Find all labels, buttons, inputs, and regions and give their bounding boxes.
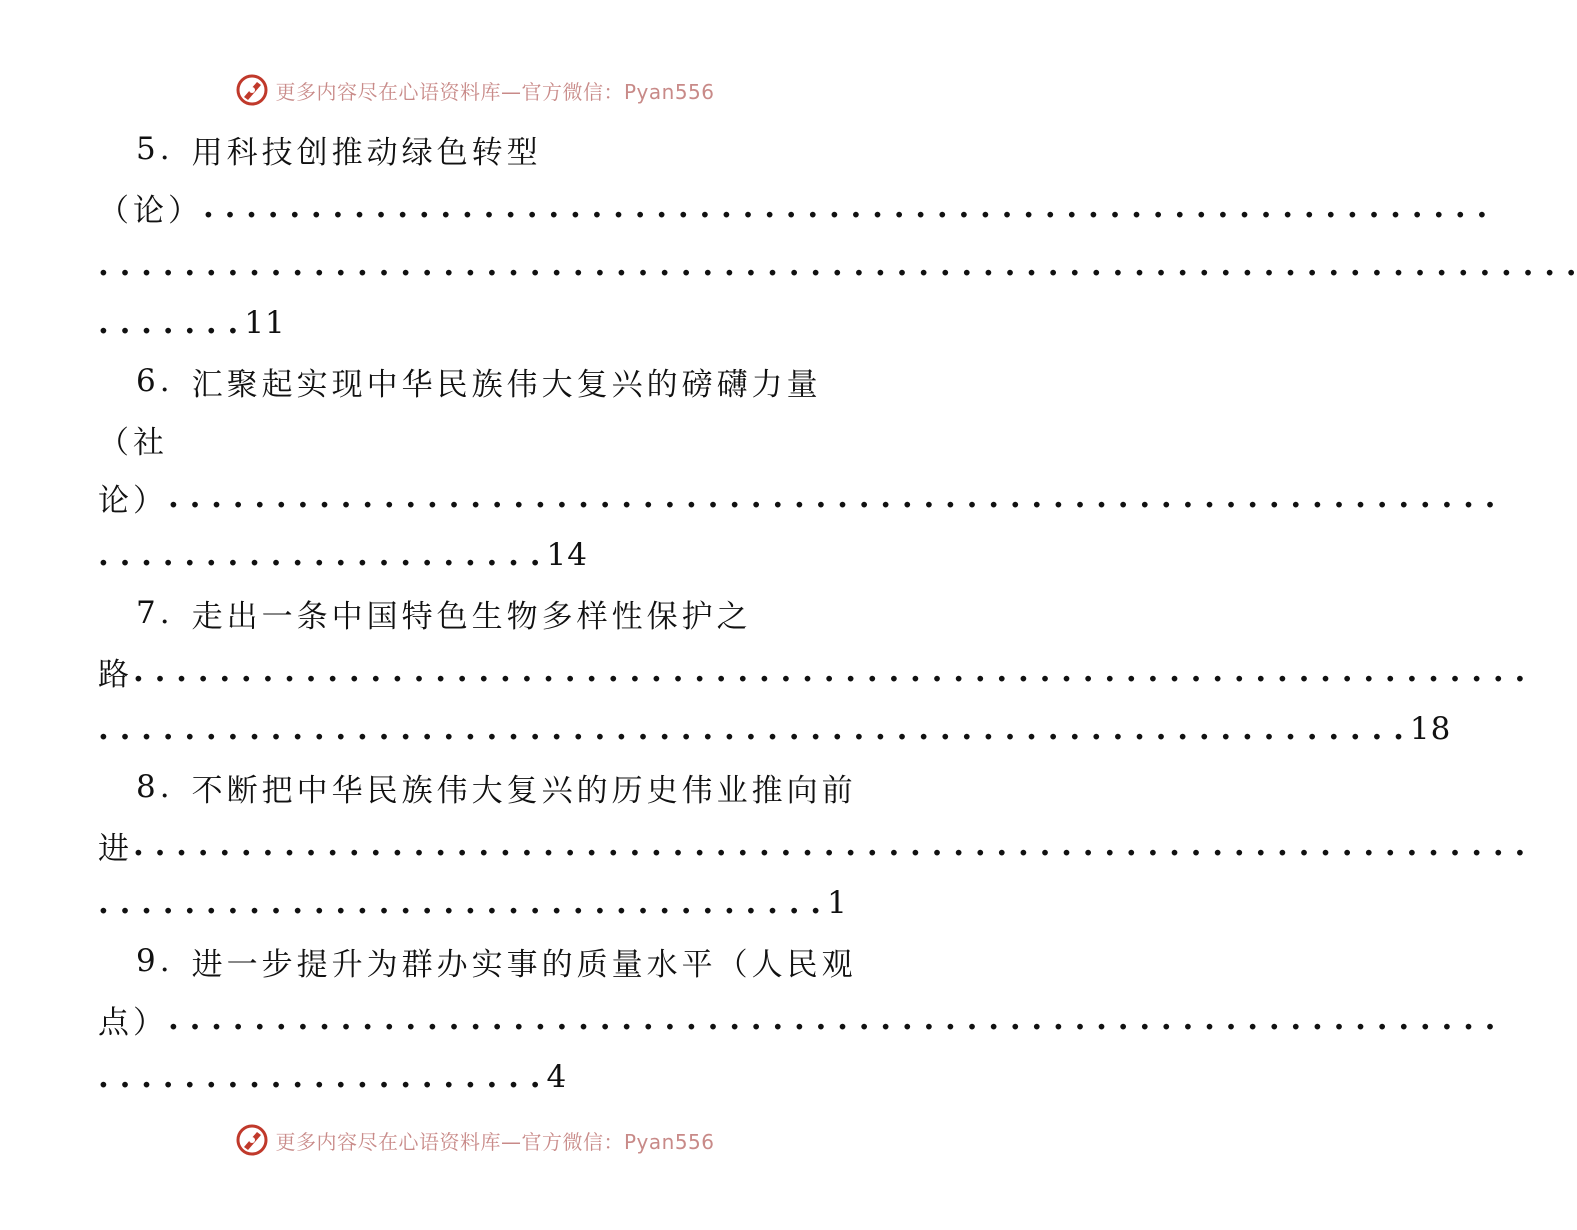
toc-page-number: 14 (546, 537, 588, 573)
toc-entry-number: 5. (136, 131, 174, 167)
toc-entry-title (98, 584, 840, 642)
toc-leader-dots: . . . . . . . (98, 305, 239, 341)
toc-entry-number: 9. (136, 943, 174, 979)
toc-leader-line (98, 236, 1577, 294)
toc-leader-dots: . . . . . . . . . . . . . . . . . . . . . (98, 537, 541, 573)
toc-page-number: 1 (827, 885, 848, 921)
toc-leader-dots: . . . . . . . . . . . . . . . . . . . . . . . . . . . . . . . . . . . . . . . . . . . . . . . . . . . . . . . . . . . . (203, 189, 1488, 225)
toc-leader-dots: . . . . . . . . . . . . . . . . . . . . . . . . . . . . . . . . . . . . . . . . . . . . . . . . . . . . . . . . . . . . . . . . . (133, 653, 1526, 689)
banner-handle: Pyan556 (623, 1129, 715, 1154)
toc-leader-dots: . . . . . . . . . . . . . . . . . . . . . (98, 1059, 541, 1095)
toc-page-line (98, 1048, 840, 1106)
toc-leader-dots: . . . . . . . . . . . . . . . . . . . . . . . . . . . . . . . . . . . . . . . . . . . . . . . . . . . . . . . . . . . . . . (168, 1001, 1496, 1037)
toc-entry-text: 点） (98, 1004, 168, 1041)
banner-label: 更多内容尽在心语资料库—官方微信： (275, 1129, 624, 1154)
toc-entry-number: 6. (136, 363, 174, 399)
toc-entry-continuation (98, 816, 1526, 874)
toc-entry-number: 8. (136, 769, 174, 805)
toc-entry-title (98, 758, 857, 816)
banner-handle: Pyan556 (623, 79, 715, 104)
toc-entry-text: 汇聚起实现中华民族伟大复兴的磅礴力量 (191, 366, 822, 403)
banner-text (275, 1126, 714, 1155)
toc-page-number: 18 (1409, 711, 1452, 747)
toc-entry-text: 用科技创推动绿色转型 (191, 134, 542, 171)
toc-entry-title (98, 932, 857, 990)
toc-entry-text: 不断把中华民族伟大复兴的历史伟业推向前 (191, 772, 857, 809)
toc-entry-continuation (98, 642, 1526, 700)
toc-entry-continuation (98, 178, 1488, 236)
toc-page-line (98, 294, 840, 352)
toc-page-line (98, 700, 1452, 758)
footer-banner (0, 1120, 950, 1160)
pen-seal-logo-icon (235, 73, 269, 107)
toc-leader-dots: . . . . . . . . . . . . . . . . . . . . . . . . . . . . . . . . . . . . . . . . . . . . . . . . . . . . . . . . . . . . . . . . . (133, 827, 1526, 863)
table-of-contents (98, 120, 1577, 1106)
toc-page-number: 11 (244, 305, 286, 341)
toc-entry-title (98, 352, 840, 410)
toc-entry-text: 路 (98, 656, 133, 693)
toc-entry-continuation (98, 468, 1496, 526)
header-banner (0, 70, 950, 110)
toc-entry-text: 进 (98, 830, 133, 867)
toc-entry-continuation (98, 410, 840, 468)
toc-leader-dots: . . . . . . . . . . . . . . . . . . . . . . . . . . . . . . . . . . . . . . . . . . . . . . . . . . . . . . . . . . . . . (98, 711, 1404, 747)
toc-entry-text: 进一步提升为群办实事的质量水平（人民观 (191, 946, 857, 983)
toc-entry-continuation (98, 990, 1496, 1048)
toc-entry-text: 走出一条中国特色生物多样性保护之 (191, 598, 752, 635)
toc-leader-dots: . . . . . . . . . . . . . . . . . . . . . . . . . . . . . . . . . . . . . . . . . . . . . . . . . . . . . . . . . . . . . . (168, 479, 1496, 515)
toc-entry-text: 论） (98, 482, 168, 519)
toc-leader-dots: . . . . . . . . . . . . . . . . . . . . . . . . . . . . . . . . . . . . . . . . . . . . . . . . . . . . . . . . . . . . . . . . . . . . . (98, 247, 1577, 283)
toc-entry-title (98, 120, 840, 178)
toc-page-line (98, 874, 848, 932)
banner-label: 更多内容尽在心语资料库—官方微信： (275, 79, 624, 104)
banner-text (275, 76, 714, 105)
toc-leader-dots: . . . . . . . . . . . . . . . . . . . . . . . . . . . . . . . . . . (98, 885, 822, 921)
toc-entry-text: （论） (98, 192, 203, 229)
pen-seal-logo-icon (235, 1123, 269, 1157)
toc-page-line (98, 526, 840, 584)
toc-entry-number: 7. (136, 595, 174, 631)
toc-entry-text: （社 (98, 424, 168, 461)
toc-page-number: 4 (546, 1059, 568, 1095)
